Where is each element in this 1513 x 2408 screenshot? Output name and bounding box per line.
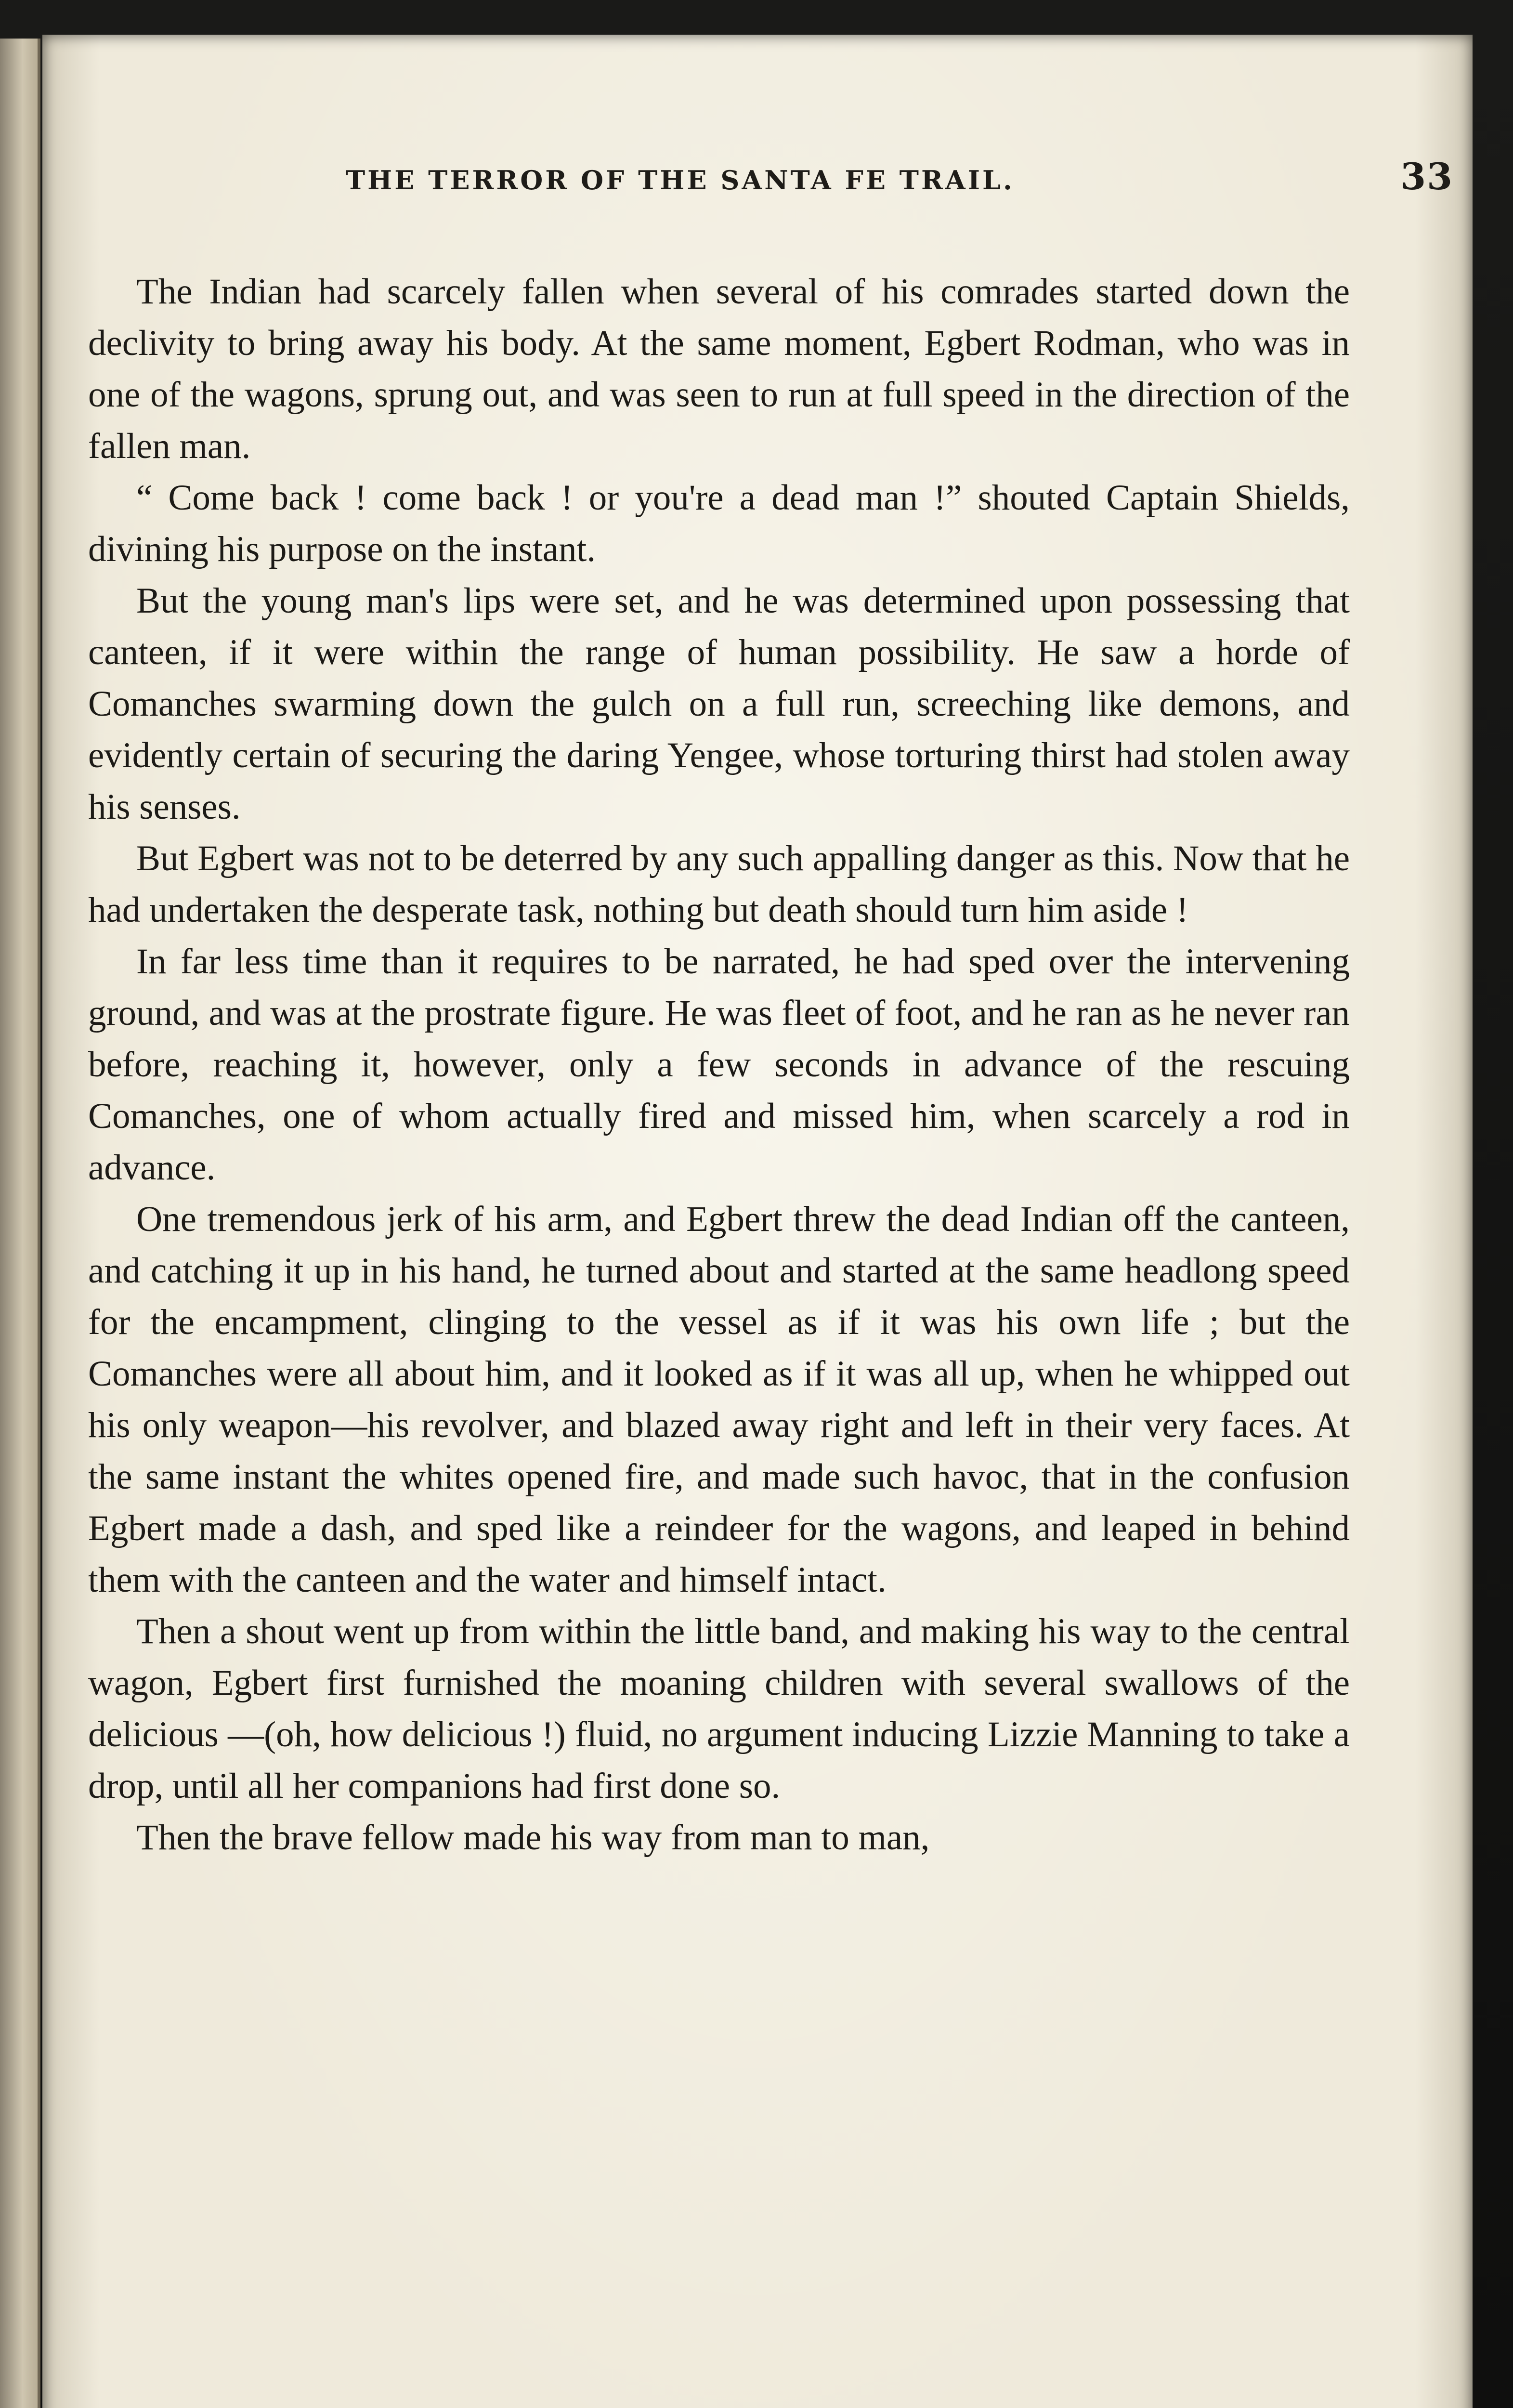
paragraph: Then a shout went up from within the little band, and making his way to the central wagon, Egbert first furnished the moaning children with several swallows of the delicious —(oh, how delicious !) fluid, no argument inducing Lizzie Manning to take a drop, until all her companions had first done so. (88, 1611, 1350, 1806)
paragraph: But Egbert was not to be deterred by any such appalling danger as this. Now that he had undertaken the desperate task, nothing but death should turn him aside ! (88, 838, 1350, 930)
body-text (88, 266, 1350, 1863)
paragraph: The Indian had scarcely fallen when several of his comrades started down the declivity to bring away his body. At the same moment, Egbert Rodman, who was in one of the wagons, sprung out, and was seen to run at full speed in the direction of the fallen man. (88, 272, 1350, 466)
paragraph: Then the brave fellow made his way from man to man, (136, 1818, 930, 1858)
book-page (42, 35, 1473, 2408)
book-spine (0, 39, 40, 2408)
paragraph: “ Come back ! come back ! or you're a dead man !” shouted Captain Shields, divining his purpose on the instant. (88, 478, 1350, 569)
paragraph: In far less time than it requires to be narrated, he had sped over the intervening ground, and was at the prostrate figure. He was fleet of foot, and he ran as he never ran before, reaching it, however, only a few seconds in advance of the rescuing Comanches, one of whom actually fired and missed him, when scarcely a rod in advance. (88, 942, 1350, 1188)
page-number: 33 (1400, 155, 1453, 198)
paragraph: But the young man's lips were set, and he was determined upon possessing that canteen, if it were within the range of human possibility. He saw a horde of Comanches swarming down the gulch on a full run, screeching like demons, and evidently certain of securing the daring Yengee, whose torturing thirst had stolen away his senses. (88, 581, 1350, 827)
running-title: THE TERROR OF THE SANTA FE TRAIL. (346, 165, 1015, 196)
paragraph: One tremendous jerk of his arm, and Egbert threw the dead Indian off the canteen, and catching it up in his hand, he turned about and started at the same headlong speed for the encampment, clinging to the vessel as if it was his own life ; but the Comanches were all about him, and it looked as if it was all up, when he whipped out his only weapon—his revolver, and blazed away right and left in their very faces. At the same instant the whites opened fire, and made such havoc, that in the confusion Egbert made a dash, and sped like a reindeer for the wagons, and leaped in behind them with the canteen and the water and himself intact. (88, 1199, 1350, 1600)
page-header (288, 145, 1473, 218)
